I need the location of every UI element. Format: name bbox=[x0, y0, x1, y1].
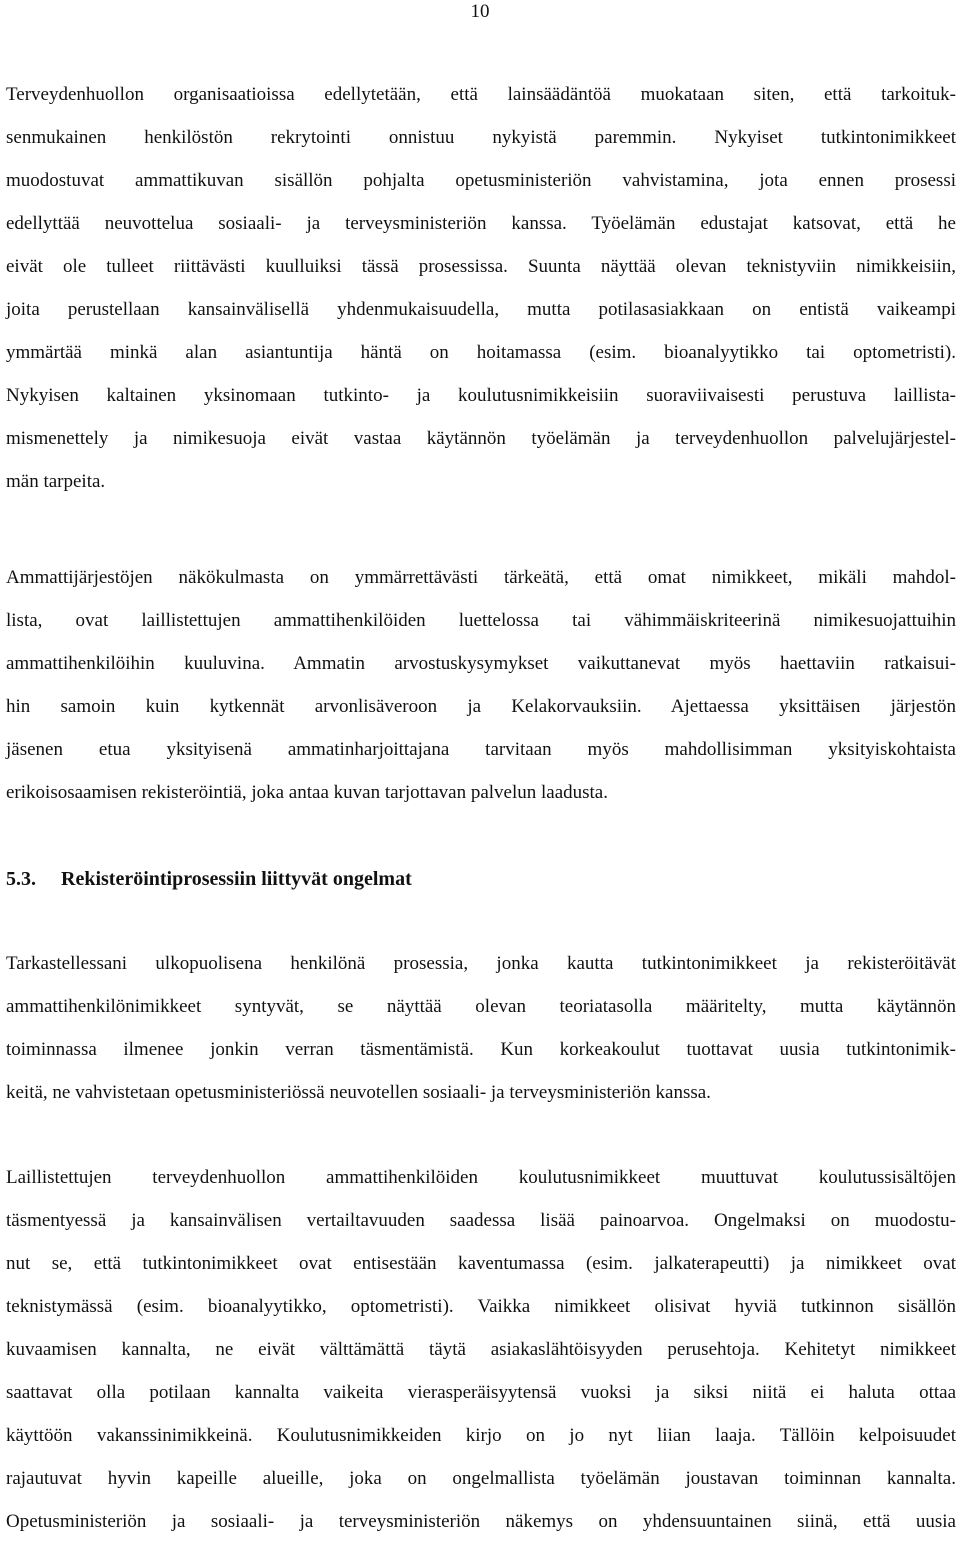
text-line: keitä, ne vahvistetaan opetusministeriössä neuvotellen sosiaali- ja terveysministeriön kanssa. bbox=[6, 1082, 711, 1103]
text-line: män tarpeita. bbox=[6, 471, 106, 492]
text-line: ammattihenkilönimikkeet syntyvät, se näyttää olevan teoriatasolla määritelty, mutta käytännön bbox=[6, 996, 956, 1017]
paragraph-4 bbox=[6, 1156, 956, 1543]
text-line: kuvaamisen kannalta, ne eivät välttämättä täytä asiakaslähtöisyyden perusehtoja. Kehitetyt nimikkeet bbox=[6, 1339, 956, 1360]
text-line: toiminnassa ilmenee jonkin verran täsmentämistä. Kun korkeakoulut tuottavat uusia tutkintonimik- bbox=[6, 1039, 956, 1060]
text-line: teknistymässä (esim. bioanalyytikko, optometristi). Vaikka nimikkeet olisivat hyviä tutkinnon sisällön bbox=[6, 1296, 956, 1317]
text-line: lista, ovat laillistettujen ammattihenkilöiden luettelossa tai vähimmäiskriteerinä nimikesuojattuihin bbox=[6, 610, 956, 631]
text-line: mismenettely ja nimikesuoja eivät vastaa käytännön työelämän ja terveydenhuollon palvelujärjestel- bbox=[6, 428, 956, 449]
text-line: Nykyisen kaltainen yksinomaan tutkinto- ja koulutusnimikkeisiin suoraviivaisesti perustuva laillista- bbox=[6, 385, 956, 406]
text-line: erikoisosaamisen rekisteröintiä, joka antaa kuvan tarjottavan palvelun laadusta. bbox=[6, 782, 608, 803]
text-line: edellyttää neuvottelua sosiaali- ja terveysministeriön kanssa. Työelämän edustajat katsovat, että he bbox=[6, 213, 956, 234]
text-line: joita perustellaan kansainvälisellä yhdenmukaisuudella, mutta potilasasiakkaan on entistä vaikeampi bbox=[6, 299, 956, 320]
text-line: eivät ole tulleet riittävästi kuulluiksi tässä prosessissa. Suunta näyttää olevan teknistyviin nimikkeisiin, bbox=[6, 256, 956, 277]
text-line: Ammattijärjestöjen näkökulmasta on ymmärrettävästi tärkeätä, että omat nimikkeet, mikäli mahdol- bbox=[6, 567, 956, 588]
text-line: saattavat olla potilaan kannalta vaikeita vierasperäisyytensä vuoksi ja siksi niitä ei haluta ottaa bbox=[6, 1382, 956, 1403]
text-line: nut se, että tutkintonimikkeet ovat entisestään kaventumassa (esim. jalkaterapeutti) ja nimikkeet ovat bbox=[6, 1253, 956, 1274]
text-line: ammattihenkilöihin kuuluvina. Ammatin arvostuskysymykset vaikuttanevat myös haettaviin ratkaisui- bbox=[6, 653, 956, 674]
section-number: 5.3. bbox=[6, 868, 36, 890]
paragraph-2 bbox=[6, 556, 956, 814]
paragraph-3 bbox=[6, 942, 956, 1114]
page-number: 10 bbox=[470, 1, 490, 22]
text-line: hin samoin kuin kytkennät arvonlisäveroon ja Kelakorvauksiin. Ajettaessa yksittäisen järjestön bbox=[6, 696, 956, 717]
text-line: Tarkastellessani ulkopuolisena henkilönä prosessia, jonka kautta tutkintonimikkeet ja rekisteröitävät bbox=[6, 953, 956, 974]
text-line: Laillistettujen terveydenhuollon ammattihenkilöiden koulutusnimikkeet muuttuvat koulutussisältöjen bbox=[6, 1167, 956, 1188]
text-line: muodostuvat ammattikuvan sisällön pohjalta opetusministeriön vahvistamina, jota ennen prosessi bbox=[6, 170, 956, 191]
text-line: jäsenen etua yksityisenä ammatinharjoittajana tarvitaan myös mahdollisimman yksityiskohtaista bbox=[6, 739, 956, 760]
text-line: Opetusministeriön ja sosiaali- ja terveysministeriön näkemys on yhdensuuntainen siinä, että uusia bbox=[6, 1511, 956, 1532]
section-title: Rekisteröintiprosessiin liittyvät ongelmat bbox=[61, 868, 412, 890]
section-heading bbox=[6, 864, 412, 894]
text-line: ymmärtää minkä alan asiantuntija häntä on hoitamassa (esim. bioanalyytikko tai optometristi). bbox=[6, 342, 956, 363]
paragraph-1 bbox=[6, 73, 956, 503]
text-line: senmukainen henkilöstön rekrytointi onnistuu nykyistä paremmin. Nykyiset tutkintonimikkeet bbox=[6, 127, 956, 148]
text-line: rajautuvat hyvin kapeille alueille, joka on ongelmallista työelämän joustavan toiminnan kannalta. bbox=[6, 1468, 956, 1489]
text-line: Terveydenhuollon organisaatioissa edellytetään, että lainsäädäntöä muokataan siten, että tarkoituk- bbox=[6, 84, 956, 105]
text-line: käyttöön vakanssinimikkeinä. Koulutusnimikkeiden kirjo on jo nyt liian laaja. Tällöin kelpoisuudet bbox=[6, 1425, 956, 1446]
text-line: täsmentyessä ja kansainvälisen vertailtavuuden saadessa lisää painoarvoa. Ongelmaksi on muodostu- bbox=[6, 1210, 956, 1231]
